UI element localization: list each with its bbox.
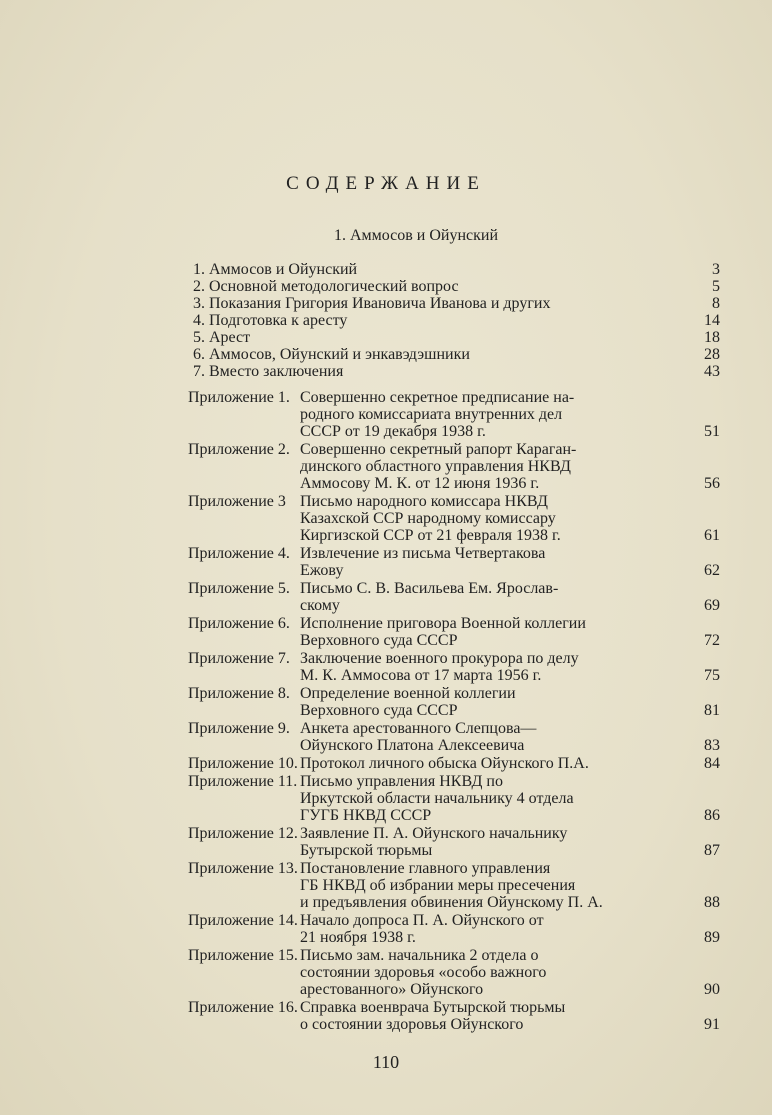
appendix-label: Приложение 1. bbox=[188, 389, 290, 406]
appendix-label: Приложение 15. bbox=[188, 947, 298, 964]
chapter-title: 4. Подготовка к аресту bbox=[193, 312, 348, 329]
appendix-title: Определение военной коллегии Верховного суда СССР bbox=[300, 685, 516, 719]
appendix-title: Письмо С. В. Васильева Ем. Ярослав- скому bbox=[300, 580, 559, 614]
appendix-title: Письмо управления НКВД по Иркутской области начальнику 4 отдела ГУГБ НКВД СССР bbox=[300, 773, 574, 824]
appendix-page: 89 bbox=[704, 929, 720, 946]
chapter-page: 43 bbox=[704, 363, 720, 380]
appendix-label: Приложение 9. bbox=[188, 720, 290, 737]
chapter-page: 14 bbox=[704, 312, 720, 329]
appendix-title: Анкета арестованного Слепцова— Ойунского Платона Алексеевича bbox=[300, 720, 537, 754]
appendix-label: Приложение 5. bbox=[188, 580, 290, 597]
appendix-page: 51 bbox=[704, 423, 720, 440]
appendix-page: 90 bbox=[704, 981, 720, 998]
chapter-entry bbox=[193, 312, 720, 329]
appendix-title: Заявление П. А. Ойунского начальнику Бутырской тюрьмы bbox=[300, 825, 568, 859]
page-number: 110 bbox=[372, 1052, 400, 1072]
chapter-page: 5 bbox=[712, 278, 720, 295]
appendix-entry bbox=[188, 615, 720, 649]
appendix-label: Приложение 16. bbox=[188, 999, 298, 1016]
appendix-title: Постановление главного управления ГБ НКВД об избрании меры пресечения и предъявления обвинения Ойунскому П. А. bbox=[300, 860, 603, 911]
appendix-label: Приложение 2. bbox=[188, 441, 290, 458]
appendix-title: Совершенно секретный рапорт Караган- динского областного управления НКВД Аммосову М. К. от 12 июня 1936 г. bbox=[300, 441, 577, 492]
appendix-title: Совершенно секретное предписание на- родного комиссариата внутренних дел СССР от 19 декабря 1938 г. bbox=[300, 389, 575, 440]
appendix-page: 72 bbox=[704, 632, 720, 649]
chapter-entry bbox=[193, 329, 720, 346]
appendix-page: 83 bbox=[704, 737, 720, 754]
appendix-entry bbox=[188, 825, 720, 859]
appendix-page: 87 bbox=[704, 842, 720, 859]
chapter-entry bbox=[193, 278, 720, 295]
appendix-title: Заключение военного прокурора по делу М. К. Аммосова от 17 марта 1956 г. bbox=[300, 650, 579, 684]
appendix-label: Приложение 7. bbox=[188, 650, 290, 667]
appendix-entry bbox=[188, 545, 720, 579]
appendix-title: Справка военврача Бутырской тюрьмы о состоянии здоровья Ойунского bbox=[300, 999, 566, 1033]
appendix-entry bbox=[188, 580, 720, 614]
appendix-entry bbox=[188, 947, 720, 998]
chapter-title: 6. Аммосов, Ойунский и энкавэдэшники bbox=[193, 346, 470, 363]
appendix-entry bbox=[188, 912, 720, 946]
appendix-entry bbox=[188, 999, 720, 1033]
appendix-entry bbox=[188, 493, 720, 544]
appendix-page: 84 bbox=[704, 755, 720, 772]
chapter-page: 18 bbox=[704, 329, 720, 346]
appendix-label: Приложение 8. bbox=[188, 685, 290, 702]
appendix-label: Приложение 4. bbox=[188, 545, 290, 562]
appendix-page: 69 bbox=[704, 597, 720, 614]
appendix-page: 61 bbox=[704, 527, 720, 544]
appendix-page: 88 bbox=[704, 894, 720, 911]
contents-title: СОДЕРЖАНИЕ bbox=[286, 173, 486, 194]
chapter-title: 3. Показания Григория Ивановича Иванова и других bbox=[193, 295, 551, 312]
appendix-title: Извлечение из письма Четвертакова Ежову bbox=[300, 545, 546, 579]
chapter-entry bbox=[193, 295, 720, 312]
appendix-entry bbox=[188, 389, 720, 440]
appendix-title: Исполнение приговора Военной коллегии Верховного суда СССР bbox=[300, 615, 586, 649]
appendix-title: Письмо народного комиссара НКВД Казахской ССР народному комиссару Киргизской ССР от 21 февраля 1938 г. bbox=[300, 493, 561, 544]
chapter-title: 7. Вместо заключения bbox=[193, 363, 344, 380]
appendix-entry bbox=[188, 650, 720, 684]
appendix-label: Приложение 11. bbox=[188, 773, 298, 790]
appendix-page: 62 bbox=[704, 562, 720, 579]
chapter-entry bbox=[193, 346, 720, 363]
appendix-entry bbox=[188, 441, 720, 492]
section-heading: 1. Аммосов и Ойунский bbox=[333, 227, 499, 244]
chapter-title: 1. Аммосов и Ойунский bbox=[193, 261, 358, 278]
chapter-entry bbox=[193, 363, 720, 380]
chapter-list bbox=[193, 261, 720, 380]
appendix-page: 81 bbox=[704, 702, 720, 719]
appendix-label: Приложение 6. bbox=[188, 615, 290, 632]
appendix-entry bbox=[188, 860, 720, 911]
chapter-title: 2. Основной методологический вопрос bbox=[193, 278, 459, 295]
chapter-page: 28 bbox=[704, 346, 720, 363]
appendix-page: 56 bbox=[704, 475, 720, 492]
appendix-title: Начало допроса П. А. Ойунского от 21 ноября 1938 г. bbox=[300, 912, 544, 946]
appendix-title: Протокол личного обыска Ойунского П.А. bbox=[300, 755, 589, 772]
appendix-page: 91 bbox=[704, 1016, 720, 1033]
appendix-list bbox=[188, 389, 720, 1034]
appendix-label: Приложение 12. bbox=[188, 825, 298, 842]
appendix-label: Приложение 13. bbox=[188, 860, 298, 877]
appendix-label: Приложение 10. bbox=[188, 755, 298, 772]
appendix-page: 86 bbox=[704, 807, 720, 824]
appendix-entry bbox=[188, 755, 720, 772]
appendix-label: Приложение 3 bbox=[188, 493, 286, 510]
appendix-title: Письмо зам. начальника 2 отдела о состоянии здоровья «особо важного арестованного» Ойунского bbox=[300, 947, 547, 998]
appendix-entry bbox=[188, 720, 720, 754]
chapter-page: 3 bbox=[712, 261, 720, 278]
chapter-entry bbox=[193, 261, 720, 278]
appendix-label: Приложение 14. bbox=[188, 912, 298, 929]
appendix-entry bbox=[188, 685, 720, 719]
chapter-page: 8 bbox=[712, 295, 720, 312]
chapter-title: 5. Арест bbox=[193, 329, 251, 346]
appendix-page: 75 bbox=[704, 667, 720, 684]
appendix-entry bbox=[188, 773, 720, 824]
